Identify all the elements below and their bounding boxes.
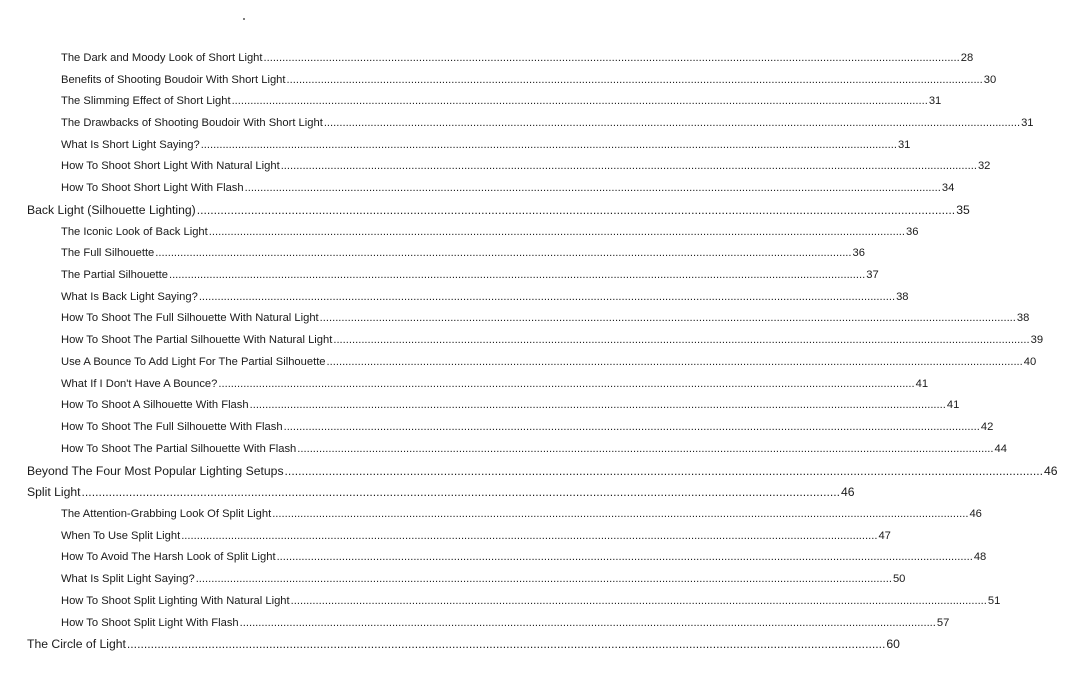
- toc-dot-leader: [201, 139, 897, 151]
- toc-dot-leader: [333, 334, 1029, 346]
- toc-entry-title: How To Shoot The Full Silhouette With Flash: [61, 421, 283, 434]
- toc-entry-page-number: 50: [892, 573, 906, 586]
- toc-section-entry[interactable]: [0, 547, 987, 569]
- toc-section-entry[interactable]: [0, 525, 891, 547]
- toc-entry-page-number: 38: [1016, 312, 1030, 325]
- toc-dot-leader: [272, 508, 968, 520]
- toc-entry-title: The Iconic Look of Back Light: [61, 225, 208, 238]
- toc-entry-title: The Attention-Grabbing Look Of Split Light: [61, 507, 272, 520]
- toc-entry-page-number: 38: [896, 290, 909, 303]
- toc-section-entry[interactable]: [0, 416, 994, 438]
- toc-entry-title: Benefits of Shooting Boudoir With Short Light: [61, 73, 286, 86]
- toc-entry-page-number: 35: [956, 202, 970, 217]
- toc-entry-page-number: 42: [980, 421, 994, 434]
- toc-dot-leader: [327, 356, 1023, 368]
- toc-entry-title: What Is Back Light Saying?: [61, 290, 198, 303]
- toc-section-entry[interactable]: [0, 47, 974, 69]
- toc-dot-leader: [82, 485, 840, 499]
- toc-entry-title: The Dark and Moody Look of Short Light: [61, 51, 263, 64]
- toc-dot-leader: [240, 617, 936, 629]
- toc-entry-page-number: 30: [983, 73, 997, 86]
- toc-chapter-entry[interactable]: [0, 460, 1058, 482]
- toc-entry-title: The Drawbacks of Shooting Boudoir With Short Light: [61, 117, 323, 130]
- toc-section-entry[interactable]: [0, 329, 1044, 351]
- toc-dot-leader: [281, 160, 977, 172]
- toc-entry-page-number: 39: [1030, 334, 1044, 347]
- toc-dot-leader: [245, 182, 941, 194]
- toc-section-entry[interactable]: [0, 156, 991, 178]
- toc-entry-title: How To Shoot Short Light With Flash: [61, 182, 244, 195]
- toc-entry-title: What If I Don't Have A Bounce?: [61, 377, 218, 390]
- toc-section-entry[interactable]: [0, 351, 1037, 373]
- toc-dot-leader: [297, 443, 993, 455]
- toc-section-entry[interactable]: [0, 503, 982, 525]
- toc-dot-leader: [196, 573, 892, 585]
- toc-entry-title: The Circle of Light: [27, 637, 126, 652]
- toc-entry-page-number: 40: [1023, 355, 1037, 368]
- toc-entry-page-number: 34: [941, 182, 955, 195]
- toc-entry-title: What Is Short Light Saying?: [61, 138, 200, 151]
- toc-section-entry[interactable]: [0, 612, 950, 634]
- toc-section-entry[interactable]: [0, 134, 911, 156]
- toc-section-entry[interactable]: [0, 395, 960, 417]
- toc-entry-page-number: 31: [897, 138, 911, 151]
- toc-dot-leader: [197, 203, 955, 217]
- toc-entry-title: The Full Silhouette: [61, 247, 155, 260]
- toc-section-entry[interactable]: [0, 242, 865, 264]
- toc-entry-page-number: 31: [1021, 117, 1034, 130]
- toc-chapter-entry[interactable]: [0, 199, 970, 221]
- toc-section-entry[interactable]: [0, 438, 1007, 460]
- toc-section-entry[interactable]: [0, 177, 955, 199]
- toc-entry-page-number: 28: [960, 51, 974, 64]
- toc-dot-leader: [287, 74, 983, 86]
- toc-section-entry[interactable]: [0, 308, 1030, 330]
- toc-dot-leader: [324, 117, 1020, 129]
- table-of-contents: [0, 47, 1058, 655]
- toc-entry-page-number: 46: [841, 485, 855, 500]
- toc-section-entry[interactable]: [0, 590, 1001, 612]
- page-dot-mark: [243, 18, 245, 20]
- toc-section-entry[interactable]: [0, 286, 909, 308]
- toc-entry-page-number: 44: [994, 442, 1007, 455]
- toc-dot-leader: [250, 399, 946, 411]
- toc-dot-leader: [285, 464, 1043, 478]
- toc-entry-title: How To Shoot The Full Silhouette With Natural Light: [61, 312, 319, 325]
- toc-entry-title: How To Shoot The Partial Silhouette With Flash: [61, 442, 297, 455]
- toc-section-entry[interactable]: [0, 221, 919, 243]
- toc-dot-leader: [277, 551, 973, 563]
- toc-dot-leader: [209, 226, 905, 238]
- toc-dot-leader: [320, 312, 1016, 324]
- toc-entry-page-number: 41: [946, 399, 960, 412]
- toc-entry-title: How To Shoot The Partial Silhouette With Natural Light: [61, 334, 333, 347]
- toc-entry-page-number: 32: [977, 160, 991, 173]
- toc-entry-page-number: 46: [1044, 463, 1058, 478]
- toc-entry-title: Back Light (Silhouette Lighting): [27, 202, 196, 217]
- toc-entry-page-number: 47: [878, 529, 891, 542]
- toc-entry-title: How To Avoid The Harsh Look of Split Light: [61, 551, 276, 564]
- toc-entry-title: The Slimming Effect of Short Light: [61, 95, 231, 108]
- toc-entry-page-number: 41: [915, 377, 929, 390]
- toc-entry-title: Beyond The Four Most Popular Lighting Setups: [27, 463, 284, 478]
- toc-dot-leader: [218, 378, 914, 390]
- toc-entry-title: When To Use Split Light: [61, 529, 181, 542]
- toc-entry-title: What Is Split Light Saying?: [61, 573, 195, 586]
- toc-entry-page-number: 46: [969, 507, 982, 520]
- toc-entry-page-number: 51: [987, 594, 1001, 607]
- toc-dot-leader: [127, 637, 885, 651]
- toc-entry-title: How To Shoot Short Light With Natural Light: [61, 160, 280, 173]
- toc-entry-page-number: 31: [928, 95, 942, 108]
- toc-dot-leader: [155, 247, 851, 259]
- toc-dot-leader: [232, 95, 928, 107]
- toc-section-entry[interactable]: [0, 568, 906, 590]
- toc-section-entry[interactable]: [0, 90, 942, 112]
- toc-chapter-entry[interactable]: [0, 633, 900, 655]
- toc-chapter-entry[interactable]: [0, 481, 855, 503]
- toc-dot-leader: [284, 421, 980, 433]
- toc-entry-page-number: 36: [906, 225, 919, 238]
- toc-dot-leader: [181, 530, 877, 542]
- toc-entry-title: The Partial Silhouette: [61, 269, 168, 282]
- toc-entry-title: Split Light: [27, 485, 81, 500]
- toc-entry-title: How To Shoot Split Light With Flash: [61, 616, 239, 629]
- toc-section-entry[interactable]: [0, 69, 997, 91]
- toc-entry-title: How To Shoot Split Lighting With Natural Light: [61, 594, 290, 607]
- toc-dot-leader: [264, 52, 960, 64]
- toc-entry-page-number: 48: [973, 551, 987, 564]
- toc-entry-title: Use A Bounce To Add Light For The Partial Silhouette: [61, 355, 326, 368]
- toc-section-entry[interactable]: [0, 112, 1034, 134]
- toc-dot-leader: [291, 595, 987, 607]
- toc-entry-page-number: 57: [936, 616, 950, 629]
- toc-section-entry[interactable]: [0, 373, 929, 395]
- toc-section-entry[interactable]: [0, 264, 879, 286]
- toc-entry-title: How To Shoot A Silhouette With Flash: [61, 399, 249, 412]
- toc-dot-leader: [199, 291, 895, 303]
- toc-entry-page-number: 37: [866, 269, 879, 282]
- toc-dot-leader: [169, 269, 865, 281]
- toc-entry-page-number: 60: [886, 637, 900, 652]
- toc-entry-page-number: 36: [852, 247, 865, 260]
